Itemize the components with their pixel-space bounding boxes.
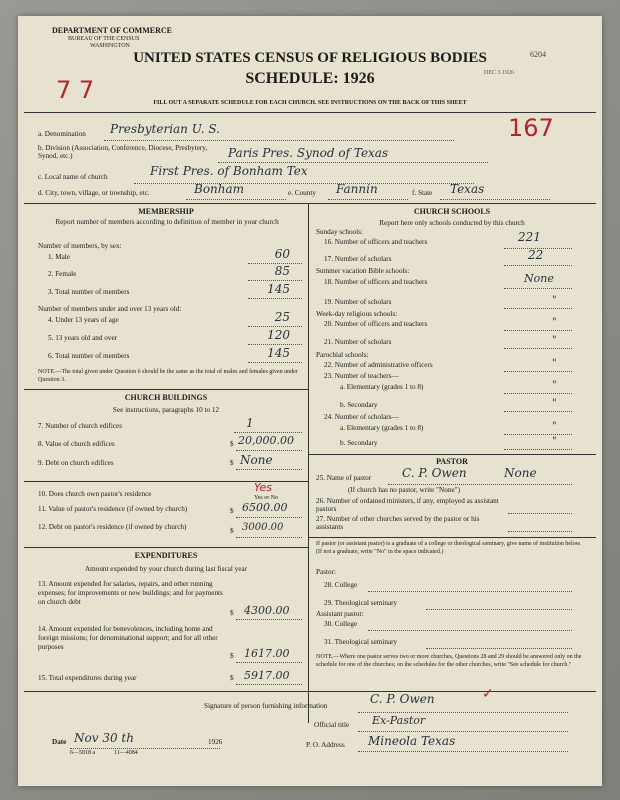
- assistant-seminary-line: [426, 648, 572, 649]
- form-title: UNITED STATES CENSUS OF RELIGIOUS BODIES: [133, 50, 487, 66]
- benevolences-value: 1617.00: [244, 647, 290, 660]
- expenditures-heading: EXPENDITURES: [134, 551, 198, 560]
- teachers-secondary-value: ": [552, 398, 557, 409]
- teachers-label: 23. Number of teachers—: [324, 372, 399, 380]
- female-value: 85: [274, 264, 290, 278]
- footer-rule: [24, 691, 596, 692]
- dollar-sign-9: $: [230, 459, 234, 467]
- membership-note: NOTE.—The total given under Question 6 should be the same as the total of males and females given under Question 3.: [38, 369, 298, 383]
- assistant-pastor-subheading: Assistant pastor:: [316, 610, 364, 618]
- date-line: [70, 748, 220, 749]
- yes-no-hint: Yes or No: [254, 495, 279, 501]
- over-13-value: 120: [267, 328, 290, 342]
- admin-officers-line: [504, 371, 572, 372]
- city-value: Bonham: [194, 182, 245, 196]
- assistant-college-line: [368, 630, 572, 631]
- members-by-sex-label: Number of members, by sex:: [38, 242, 122, 250]
- weekday-officers-label: 20. Number of officers and teachers: [324, 320, 428, 328]
- teachers-elementary-value: ": [552, 380, 557, 391]
- male-value: 60: [274, 247, 290, 261]
- total-by-age-value: 145: [267, 346, 290, 360]
- pastor-name-label: 25. Name of pastor: [316, 474, 372, 482]
- dollar-sign-14: $: [230, 652, 234, 660]
- teachers-elementary-label: a. Elementary (grades 1 to 8): [340, 383, 424, 391]
- weekday-officers-value: ": [552, 317, 557, 328]
- division-line: [218, 162, 488, 163]
- owns-residence-value: Yes: [254, 481, 273, 494]
- female-line: [248, 280, 302, 281]
- pastor-name-line: [388, 484, 572, 485]
- state-line: [440, 199, 550, 200]
- census-schedule-form: [18, 16, 602, 786]
- edifices-debt-value: None: [240, 453, 273, 467]
- division-label: b. Division (Association, Conference, Diocese, Presbytery, Synod, etc.): [38, 144, 208, 160]
- total-expenditures-label: 15. Total expenditures during year: [38, 674, 137, 682]
- stamp-number: 6204: [530, 50, 546, 59]
- teachers-secondary-label: b. Secondary: [340, 401, 378, 409]
- scholars-secondary-label: b. Secondary: [340, 439, 378, 447]
- sunday-schools-label: Sunday schools:: [316, 228, 363, 236]
- date-label: Date: [52, 738, 67, 746]
- running-expenses-value: 4300.00: [244, 604, 290, 617]
- female-label: 2. Female: [48, 270, 77, 278]
- instruction-line: FILL OUT A SEPARATE SCHEDULE FOR EACH CHURCH. SEE INSTRUCTIONS ON THE BACK OF THIS SHEET: [153, 100, 467, 106]
- expenditures-rule: [24, 547, 308, 548]
- official-title-line: [358, 731, 568, 732]
- county-line: [328, 199, 408, 200]
- tally-mark-77: 7 7: [56, 76, 95, 104]
- total-members-label: 3. Total number of members: [48, 288, 130, 296]
- dollar-sign-13: $: [230, 609, 234, 617]
- scholars-secondary-line: [504, 449, 572, 450]
- division-value: Paris Pres. Synod of Texas: [228, 146, 389, 160]
- denomination-line: [104, 140, 454, 141]
- pastor-college-line: [368, 591, 572, 592]
- pastor-name-note: (If church has no pastor, write "None"): [348, 486, 460, 494]
- weekday-scholars-label: 21. Number of scholars: [324, 338, 392, 346]
- buildings-heading: CHURCH BUILDINGS: [124, 393, 208, 402]
- local-name-label: c. Local name of church: [38, 173, 108, 181]
- state-label: f. State: [412, 189, 433, 197]
- city-label: d. City, town, village, or township, etc.: [38, 189, 150, 197]
- weekday-officers-line: [504, 330, 572, 331]
- department-heading: DEPARTMENT OF COMMERCE: [52, 26, 173, 35]
- pastor-college-label: 28. College: [324, 581, 358, 589]
- edifices-count-line: [234, 432, 302, 433]
- scholars-elementary-value: ": [552, 421, 557, 432]
- po-address-label: P. O. Address: [306, 741, 345, 749]
- admin-officers-value: ": [552, 358, 557, 369]
- total-expenditures-value: 5917.00: [244, 669, 290, 682]
- form-number: 6—5818 a: [70, 750, 96, 756]
- ordained-ministers-line: [508, 513, 572, 514]
- running-expenses-label: 13. Amount expended for salaries, repairs, and other running expenses; for improvements or new buildings; and for payments on church debt: [38, 580, 223, 606]
- dollar-sign-11: $: [230, 507, 234, 515]
- total-members-value: 145: [267, 282, 290, 296]
- members-by-age-label: Number of members under and over 13 years old:: [38, 305, 182, 313]
- pastor-seminary-label: 29. Theological seminary: [324, 599, 398, 607]
- date-value: Nov 30 th: [74, 731, 134, 745]
- graduate-note: If pastor (or assistant pastor) is a graduate of a college or theological seminary, give name of institution below. (If not a graduate, write "No" in the space indicated.): [316, 541, 582, 555]
- residence-debt-label: 12. Debt on pastor's residence (if owned by church): [38, 523, 187, 531]
- schedule-title: SCHEDULE: 1926: [245, 70, 375, 87]
- membership-subtitle: Report number of members according to definition of member in your church: [55, 218, 279, 226]
- expenditures-subtitle: Amount expended by your church during last fiscal year: [84, 565, 248, 573]
- scholars-elementary-label: a. Elementary (grades 1 to 8): [340, 424, 424, 432]
- teachers-secondary-line: [504, 411, 572, 412]
- red-check-mark: ✓: [482, 686, 494, 702]
- sunday-officers-label: 16. Number of officers and teachers: [324, 238, 428, 246]
- sunday-scholars-label: 17. Number of scholars: [324, 255, 392, 263]
- edifices-value-line: [236, 450, 302, 451]
- edifices-debt-line: [236, 469, 302, 470]
- schools-heading: CHURCH SCHOOLS: [413, 207, 491, 216]
- sunday-officers-value: 221: [518, 230, 541, 244]
- sunday-scholars-value: 22: [528, 248, 544, 262]
- state-value: Texas: [450, 182, 485, 196]
- official-title-value: Ex-Pastor: [372, 714, 426, 727]
- other-churches-label: 27. Number of other churches served by the pastor or his assistants: [316, 515, 480, 531]
- local-name-line: [134, 183, 474, 184]
- summer-officers-label: 18. Number of officers and teachers: [324, 278, 428, 286]
- edifices-value-label: 8. Value of church edifices: [38, 440, 115, 448]
- benevolences-line: [236, 662, 302, 663]
- edifices-debt-label: 9. Debt on church edifices: [38, 459, 114, 467]
- residence-debt-value: 3000.00: [242, 522, 284, 533]
- signature-line: [358, 712, 568, 713]
- pastor-seminary-line: [426, 609, 572, 610]
- residence-value-value: 6500.00: [242, 501, 288, 514]
- official-title-label: Official title: [314, 721, 350, 729]
- membership-heading: MEMBERSHIP: [138, 207, 194, 216]
- scholars-secondary-value: ": [552, 436, 557, 447]
- section-rule: [24, 203, 596, 204]
- city-heading: WASHINGTON: [90, 43, 130, 49]
- other-churches-line: [508, 531, 572, 532]
- residence-value-label: 11. Value of pastor's residence (if owned by church): [38, 505, 188, 513]
- pastor-none-value: None: [504, 466, 537, 480]
- weekday-schools-label: Week-day religious schools:: [316, 310, 398, 318]
- summer-officers-line: [504, 288, 572, 289]
- owns-residence-label: 10. Does church own pastor's residence: [38, 490, 152, 498]
- weekday-scholars-line: [504, 348, 572, 349]
- under-13-line: [248, 326, 302, 327]
- under-13-value: 25: [274, 310, 290, 324]
- multiple-churches-note: NOTE.—Where one pastor serves two or more churches, Questions 28 and 29 should be answered only on the schedule for one of the churches; on the schedules for the other churches, write "See schedule for church.": [316, 654, 582, 668]
- admin-officers-label: 22. Number of administrative officers: [324, 361, 433, 369]
- teachers-elementary-line: [504, 393, 572, 394]
- po-address-value: Mineola Texas: [368, 734, 456, 748]
- summer-scholars-value: ": [552, 295, 557, 306]
- pastor-rule: [308, 454, 596, 455]
- county-label: e. County: [288, 189, 316, 197]
- total-members-line: [248, 298, 302, 299]
- dollar-sign-8: $: [230, 440, 234, 448]
- weekday-scholars-value: ": [552, 335, 557, 346]
- ordained-ministers-label: 26. Number of ordained ministers, if any, employed as assistant pastors: [316, 497, 499, 513]
- dollar-sign-12: $: [230, 527, 234, 535]
- sunday-scholars-line: [504, 265, 572, 266]
- signature-value: C. P. Owen: [370, 692, 435, 706]
- received-stamp: DEC 3 1926: [484, 70, 514, 76]
- date-year-value: 1926: [208, 738, 223, 746]
- residence-debt-line: [236, 537, 302, 538]
- benevolences-label: 14. Amount expended for benevolences, including home and foreign missions; for denominational support; and for all other purposes: [38, 625, 218, 651]
- male-label: 1. Male: [48, 253, 70, 261]
- summer-schools-label: Summer vacation Bible schools:: [316, 267, 410, 275]
- header-rule: [24, 112, 596, 113]
- edifices-count-label: 7. Number of church edifices: [38, 422, 123, 430]
- denomination-value: Presbyterian U. S.: [110, 122, 220, 136]
- buildings-rule: [24, 389, 308, 390]
- red-number-167: 167: [508, 114, 554, 142]
- bureau-heading: BUREAU OF THE CENSUS: [68, 36, 140, 42]
- pastor-subheading: Pastor:: [316, 568, 336, 576]
- denomination-label: a. Denomination: [38, 130, 86, 138]
- assistant-college-label: 30. College: [324, 620, 358, 628]
- running-expenses-line: [236, 619, 302, 620]
- assistant-seminary-label: 31. Theological seminary: [324, 638, 398, 646]
- scholars-label: 24. Number of scholars—: [324, 413, 399, 421]
- scholars-elementary-line: [504, 434, 572, 435]
- buildings-subtitle: See instructions, paragraphs 10 to 12: [112, 406, 220, 414]
- total-by-age-label: 6. Total number of members: [48, 352, 130, 360]
- parochial-schools-label: Parochial schools:: [316, 351, 369, 359]
- over-13-line: [248, 344, 302, 345]
- pastor-name-value: C. P. Owen: [402, 466, 467, 480]
- under-13-label: 4. Under 13 years of age: [48, 316, 119, 324]
- summer-scholars-label: 19. Number of scholars: [324, 298, 392, 306]
- summer-scholars-line: [504, 308, 572, 309]
- local-name-value: First Pres. of Bonham Tex: [150, 164, 308, 178]
- schools-subtitle: Report here only schools conducted by this church: [379, 219, 525, 227]
- total-by-age-line: [248, 362, 302, 363]
- print-number: 11—4084: [114, 750, 138, 756]
- edifices-count-value: 1: [246, 416, 254, 430]
- summer-officers-value: None: [524, 272, 554, 285]
- over-13-label: 5. 13 years old and over: [48, 334, 118, 342]
- graduate-rule: [308, 537, 596, 538]
- total-expenditures-line: [236, 684, 302, 685]
- residence-value-line: [236, 517, 302, 518]
- po-address-line: [358, 751, 568, 752]
- county-value: Fannin: [336, 182, 378, 196]
- pastor-heading: PASTOR: [436, 457, 468, 466]
- signature-label: Signature of person furnishing information: [204, 702, 328, 710]
- city-line: [186, 199, 286, 200]
- edifices-value-value: 20,000.00: [238, 434, 294, 447]
- dollar-sign-15: $: [230, 674, 234, 682]
